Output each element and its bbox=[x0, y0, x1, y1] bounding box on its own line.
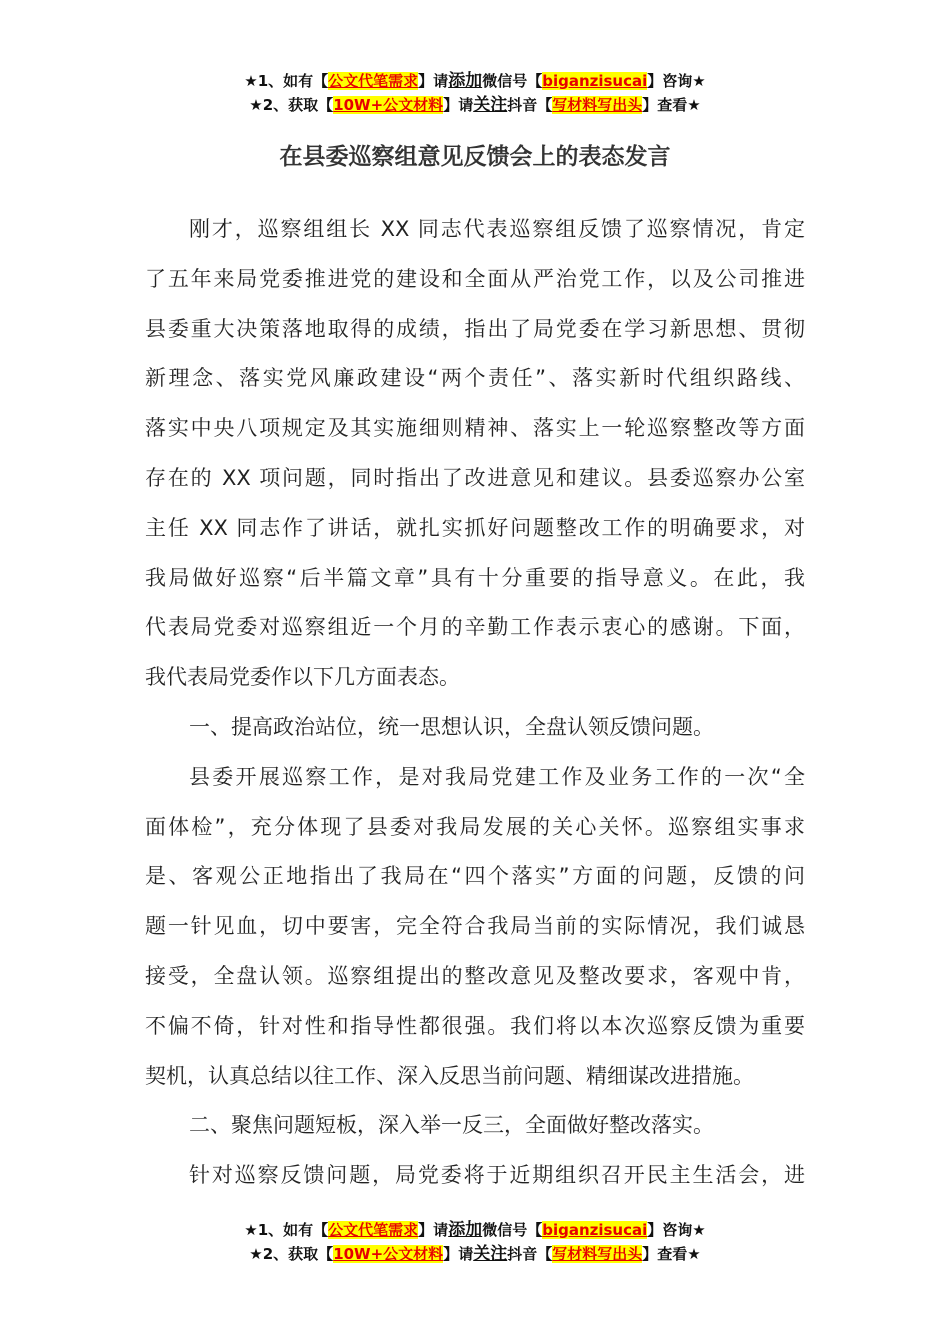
text-line: 主任 XX 同志作了讲话，就扎实抓好问题整改工作的明确要求，对 bbox=[145, 515, 805, 540]
promo-text: 微信号【 bbox=[482, 72, 543, 90]
promo-text: ★1、如有【 bbox=[244, 1221, 329, 1239]
paragraph bbox=[145, 1151, 805, 1201]
text-line: 一、提高政治站位，统一思想认识，全盘认领反馈问题。 bbox=[189, 714, 714, 739]
text-line: 是、客观公正地指出了我局在“四个落实”方面的问题，反馈的问 bbox=[145, 864, 805, 889]
text-line: 存在的 XX 项问题，同时指出了改进意见和建议。县委巡察办公室 bbox=[145, 465, 805, 490]
promo-text: 微信号【 bbox=[482, 1221, 543, 1239]
promo-text: 】咨询★ bbox=[647, 72, 706, 90]
text-line: 契机，认真总结以往工作、深入反思当前问题、精细谋改进措施。 bbox=[145, 1063, 754, 1088]
promo-text: ★1、如有【 bbox=[244, 72, 329, 90]
promo-underline: 添加 bbox=[448, 71, 483, 91]
text-line: 接受，全盘认领。巡察组提出的整改意见及整改要求，客观中肯， bbox=[145, 963, 805, 988]
promo-line-2 bbox=[0, 1242, 950, 1266]
promo-text: 】查看★ bbox=[642, 96, 701, 114]
paragraph bbox=[145, 1101, 805, 1151]
promo-underline: 关注 bbox=[473, 95, 508, 115]
text-line: 县委开展巡察工作，是对我局党建工作及业务工作的一次“全 bbox=[189, 764, 805, 789]
promo-highlight: 10W+公文材料 bbox=[333, 96, 444, 114]
text-line: 落实中央八项规定及其实施细则精神、落实上一轮巡察整改等方面 bbox=[145, 416, 805, 441]
promo-line-1 bbox=[0, 69, 950, 93]
text-line: 刚才，巡察组组长 XX 同志代表巡察组反馈了巡察情况，肯定 bbox=[189, 217, 805, 241]
promo-text: 】请 bbox=[443, 96, 474, 114]
text-line: 我代表局党委作以下几方面表态。 bbox=[145, 665, 460, 690]
promo-text: 】查看★ bbox=[642, 1245, 701, 1263]
text-line: 二、聚焦问题短板，深入举一反三，全面做好整改落实。 bbox=[189, 1113, 714, 1138]
document-title: 在县委巡察组意见反馈会上的表态发言 bbox=[279, 144, 671, 170]
text-line: 新理念、落实党风廉政建设“两个责任”、落实新时代组织路线、 bbox=[145, 366, 805, 391]
promo-highlight: 公文代笔需求 bbox=[328, 72, 419, 90]
paragraph bbox=[145, 205, 805, 703]
promo-banner-top bbox=[0, 69, 950, 117]
promo-highlight: biganzisucai bbox=[542, 1221, 648, 1239]
promo-underline: 关注 bbox=[473, 1244, 508, 1264]
promo-text: 抖音【 bbox=[507, 96, 553, 114]
text-line: 我局做好巡察“后半篇文章”具有十分重要的指导意义。在此，我 bbox=[145, 565, 805, 590]
promo-text: ★2、获取【 bbox=[249, 96, 334, 114]
promo-text: 】请 bbox=[418, 1221, 449, 1239]
promo-line-2 bbox=[0, 93, 950, 117]
promo-highlight: 公文代笔需求 bbox=[328, 1221, 419, 1239]
promo-highlight: 10W+公文材料 bbox=[333, 1245, 444, 1263]
paragraph bbox=[145, 703, 805, 753]
paragraph bbox=[145, 753, 805, 1102]
promo-line-1 bbox=[0, 1218, 950, 1242]
promo-text: 】咨询★ bbox=[647, 1221, 706, 1239]
promo-text: 】请 bbox=[418, 72, 449, 90]
text-line: 面体检”，充分体现了县委对我局发展的关心关怀。巡察组实事求 bbox=[145, 814, 805, 839]
promo-highlight: 写材料写出头 bbox=[552, 1245, 643, 1263]
promo-text: 】请 bbox=[443, 1245, 474, 1263]
promo-highlight: biganzisucai bbox=[542, 72, 648, 90]
promo-banner-bottom bbox=[0, 1218, 950, 1266]
promo-text: ★2、获取【 bbox=[249, 1245, 334, 1263]
text-line: 不偏不倚，针对性和指导性都很强。我们将以本次巡察反馈为重要 bbox=[145, 1013, 805, 1038]
text-line: 针对巡察反馈问题，局党委将于近期组织召开民主生活会，进 bbox=[189, 1163, 805, 1188]
promo-highlight: 写材料写出头 bbox=[552, 96, 643, 114]
document-body bbox=[145, 205, 805, 1201]
text-line: 题一针见血，切中要害，完全符合我局当前的实际情况，我们诚恳 bbox=[145, 914, 805, 939]
promo-text: 抖音【 bbox=[507, 1245, 553, 1263]
text-line: 代表局党委对巡察组近一个月的辛勤工作表示衷心的感谢。下面， bbox=[145, 615, 805, 640]
text-line: 了五年来局党委推进党的建设和全面从严治党工作，以及公司推进 bbox=[145, 266, 805, 291]
promo-underline: 添加 bbox=[448, 1220, 483, 1240]
text-line: 县委重大决策落地取得的成绩，指出了局党委在学习新思想、贯彻 bbox=[145, 316, 805, 341]
